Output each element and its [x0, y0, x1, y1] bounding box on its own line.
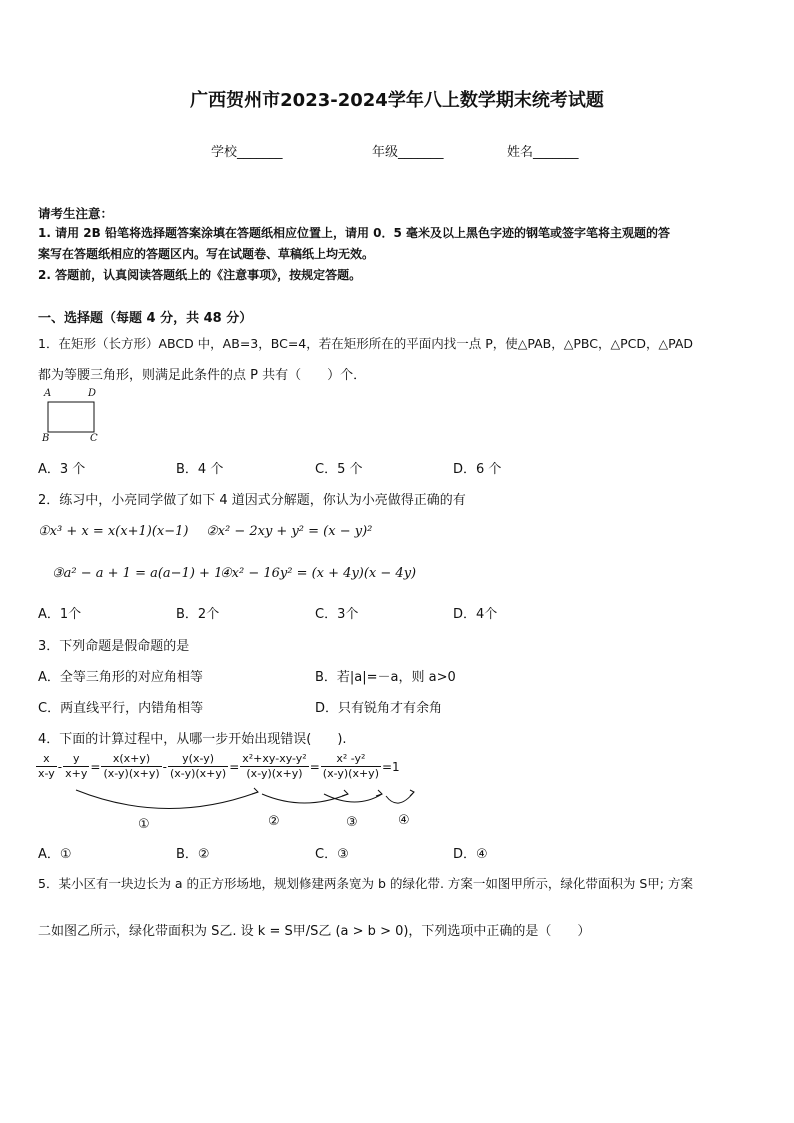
q5-stem-line-2: 二如图乙所示，绿化带面积为 S乙. 设 k = S甲/S乙 (a > b > 0)，下列选项中正确的是（ ）: [38, 924, 591, 939]
vertex-label-a: A: [44, 388, 52, 399]
q3-option-d: D．只有锐角才有余角: [315, 701, 443, 716]
rectangle-figure: [40, 388, 110, 446]
q4-option-c: C．③: [315, 847, 349, 862]
step-arrows: [36, 786, 426, 816]
notice-line-2: 2. 答题前，认真阅读答题纸上的《注意事项》，按规定答题。: [38, 268, 362, 282]
q1-option-a: A．3 个: [38, 462, 86, 477]
section-heading: 一、选择题（每题 4 分，共 48 分）: [38, 311, 253, 326]
notice-line-1: 1. 请用 2B 铅笔将选择题答案涂填在答题纸相应位置上，请用 0．5 毫米及以上黑色字迹的钢笔或签字笔将主观题的答: [38, 226, 670, 240]
fraction-6: $\frac{\text{x² -y²}}{(x-y)(x+y)}$: [322, 752, 379, 780]
q3-option-a: A．全等三角形的对应角相等: [38, 670, 203, 685]
step-2-label: ②: [268, 814, 280, 829]
fraction-1: $\frac{x}{x-y}$: [38, 752, 55, 780]
result: =1: [381, 759, 400, 774]
q2-equation-4: ④x² − 16y² = (x + 4y)(x − 4y): [220, 566, 417, 581]
fraction-5: $\frac{\text{x²+xy-xy-y²}}{(x-y)(x+y)}$: [242, 752, 307, 780]
q1-option-c: C．5 个: [315, 462, 363, 477]
q2-option-d: D．4个: [453, 607, 498, 622]
q2-option-a: A．1个: [38, 607, 82, 622]
notice-line-1b: 案写在答题纸相应的答题区内。写在试题卷、草稿纸上均无效。: [38, 247, 375, 261]
vertex-label-c: C: [90, 433, 98, 444]
q4-option-d: D．④: [453, 847, 488, 862]
q5-stem-line-1: 5．某小区有一块边长为 a 的正方形场地，规划修建两条宽为 b 的绿化带. 方案一如图甲所示，绿化带面积为 S甲; 方案: [38, 876, 693, 891]
q3-option-b: B．若|a|=－a，则 a>0: [315, 670, 456, 685]
fraction-3: $\frac{x(x+y)}{(x-y)(x+y)}$: [103, 752, 160, 780]
notice-heading: 请考生注意：: [38, 206, 114, 221]
q3-stem: 3．下列命题是假命题的是: [38, 639, 190, 654]
q2-equation-2: ②x² − 2xy + y² = (x − y)²: [206, 524, 373, 539]
q2-option-c: C．3个: [315, 607, 359, 622]
q1-stem-line-1: 1．在矩形（长方形）ABCD 中，AB=3，BC=4，若在矩形所在的平面内找一点 P，使△PAB，△PBC，△PCD，△PAD: [38, 336, 694, 351]
fraction-2: $\frac{y}{x+y}$: [65, 752, 88, 780]
q4-stem: 4．下面的计算过程中，从哪一步开始出现错误( ).: [38, 732, 347, 747]
step-4-label: ④: [398, 813, 410, 828]
page-title: 广西贺州市2023-2024学年八上数学期末统考试题: [190, 90, 604, 111]
q4-option-a: A．①: [38, 847, 72, 862]
q2-stem: 2．练习中，小亮同学做了如下 4 道因式分解题，你认为小亮做得正确的有: [38, 493, 466, 508]
q1-stem-line-2: 都为等腰三角形，则满足此条件的点 P 共有（ ）个．: [38, 368, 367, 383]
step-1-label: ①: [138, 817, 150, 832]
q3-option-c: C．两直线平行，内错角相等: [38, 701, 204, 716]
q4-expression: $\frac{x}{x-y}$ - $\frac{y}{x+y}$ = $\frac{x(x+y)}{(x-y)(x+y)}$ - $\frac{y(x-y)}{(x-y)(x+y)}$ = $\frac{\text{x²+xy-xy-y²}}{(x-y)(x+y)}$ = $\frac{\text{x² -y²}}{(x-y)(x+y)}$ =1: [38, 752, 400, 780]
step-3-label: ③: [346, 815, 358, 830]
q4-option-b: B．②: [176, 847, 210, 862]
q2-option-b: B．2个: [176, 607, 220, 622]
vertex-label-b: B: [42, 433, 50, 444]
school-field: 学校_______: [211, 145, 283, 160]
name-field: 姓名_______: [507, 145, 579, 160]
vertex-label-d: D: [88, 388, 97, 399]
q1-option-d: D．6 个: [453, 462, 502, 477]
q1-option-b: B．4 个: [176, 462, 224, 477]
grade-field: 年级_______: [372, 145, 444, 160]
q2-equation-1: ①x³ + x = x(x+1)(x−1): [38, 524, 189, 539]
fraction-4: $\frac{y(x-y)}{(x-y)(x+y)}$: [170, 752, 227, 780]
q2-equation-3: ③a² − a + 1 = a(a−1) + 1: [52, 566, 223, 581]
